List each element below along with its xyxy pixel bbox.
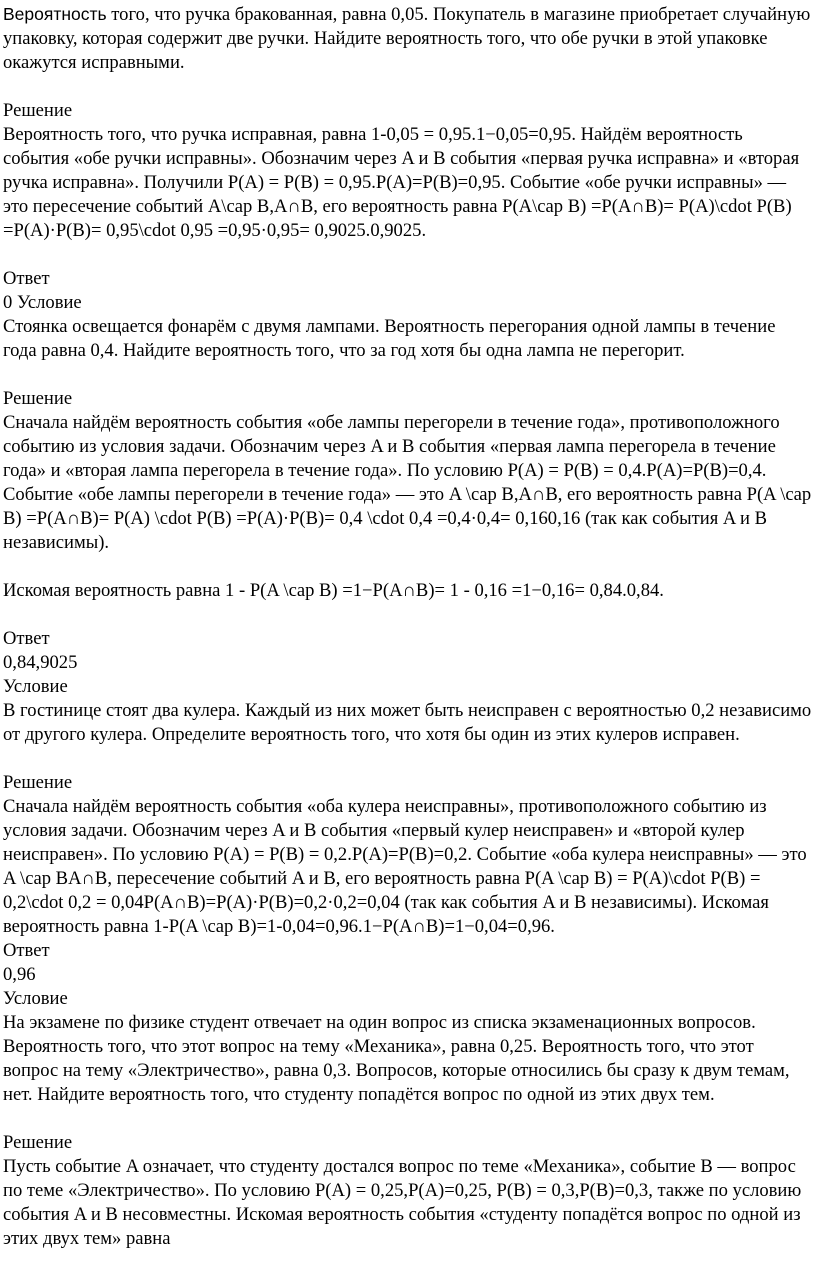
problem-1-first-word: Вероятность — [3, 4, 107, 24]
solution-4-heading: Решение — [3, 1132, 73, 1153]
spacer — [3, 603, 812, 627]
problem-2-condition: Стоянка освещается фонарём с двумя лампами. Вероятность перегорания одной лампы в течение года равна 0,4. Найдите вероятность того, что за год хотя бы одна лампа не перегорит. — [3, 316, 776, 361]
solution-4-text: Пусть событие A означает, что студенту достался вопрос по теме «Механика», событие B — вопрос по теме «Электричество». По условию P(A) = 0,25,P(A)=0,25, P(B) = 0,3,P(B)=0,3, также по условию события A и B несовместны. Искомая вероятность события «студенту попадётся вопрос по одной из этих двух тем» равна — [3, 1156, 802, 1249]
solution-1-text: Вероятность того, что ручка исправная, равна 1-0,05 = 0,95.1−0,05=0,95. Найдём вероятность события «обе ручки исправны». Обозначим через A и B события «первая ручка исправна» и «вторая ручка исправна». Получили P(A) = P(B) = 0,95.P(A)=P(B)=0,95. Событие «обе ручки исправны» — это пересечение событий A\cap B,A∩B, его вероятность равна P(A\cap B) =P(A∩B)= P(A)\cdot P(B) =P(A)·P(B)= 0,95\cdot 0,95 =0,95·0,95= 0,9025.0,9025. — [3, 124, 800, 241]
answer-3-heading: Ответ — [3, 940, 50, 961]
problem-3-condition: В гостинице стоят два кулера. Каждый из них может быть неисправен с вероятностью 0,2 независимо от другого кулера. Определите вероятность того, что хотя бы один из этих кулеров исправен. — [3, 700, 812, 745]
solution-3-heading: Решение — [3, 772, 73, 793]
answer-1-heading: Ответ — [3, 268, 50, 289]
spacer — [3, 75, 812, 99]
solution-3-text: Сначала найдём вероятность события «оба кулера неисправны», противоположного событию из условия задачи. Обозначим через A и B события «первый кулер неисправен» и «второй кулер неисправен». По условию P(A) = P(B) = 0,2.P(A)=P(B)=0,2. Событие «оба кулера неисправны» — это A \cap BA∩B, пересечение событий A и B, его вероятность равна P(A \cap B) = P(A)\cdot P(B) = 0,2\cdot 0,2 = 0,04P(A∩B)=P(A)·P(B)=0,2·0,2=0,04 (так как события A и B независимы). Искомая вероятность равна 1-P(A \cap B)=1-0,04=0,96.1−P(A∩B)=1−0,04=0,96. — [3, 796, 807, 937]
solution-2-text: Сначала найдём вероятность события «обе лампы перегорели в течение года», противоположного событию из условия задачи. Обозначим через A и B события «первая лампа перегорела в течение года» и «вторая лампа перегорела в течение года». По условию P(A) = P(B) = 0,4.P(A)=P(B)=0,4. Событие «обе лампы перегорели в течение года» — это A \cap B,A∩B, его вероятность равна P(A \cap B) =P(A∩B)= P(A) \cdot P(B) =P(A)·P(B)= 0,4 \cdot 0,4 =0,4·0,4= 0,160,16 (так как события A и B независимы). — [3, 412, 812, 553]
spacer — [3, 747, 812, 771]
solution-1-heading: Решение — [3, 100, 73, 121]
answer-3-value: 0,96 — [3, 964, 36, 985]
problem-1-text: того, что ручка бракованная, равна 0,05. Покупатель в магазине приобретает случайную упаковку, которая содержит две ручки. Найдите вероятность того, что обе ручки в этой упаковке окажутся исправными. — [3, 4, 811, 73]
spacer — [3, 363, 812, 387]
spacer — [3, 1107, 812, 1131]
answer-2-value: 0,84,9025 — [3, 652, 78, 673]
spacer — [3, 243, 812, 267]
problem-3-heading: Условие — [3, 676, 68, 697]
problem-1-condition — [3, 2, 812, 75]
solution-2-heading: Решение — [3, 388, 73, 409]
answer-1-line: 0 Условие — [3, 292, 82, 313]
solution-2-final: Искомая вероятность равна 1 - P(A \cap B) =1−P(A∩B)= 1 - 0,16 =1−0,16= 0,84.0,84. — [3, 580, 664, 601]
spacer — [3, 555, 812, 579]
problem-4-heading: Условие — [3, 988, 68, 1009]
problem-4-condition: На экзамене по физике студент отвечает на один вопрос из списка экзаменационных вопросов. Вероятность того, что этот вопрос на тему «Механика», равна 0,25. Вероятность того, что этот вопрос на тему «Электричество», равна 0,3. Вопросов, которые относились бы сразу к двум темам, нет. Найдите вероятность того, что студенту попадётся вопрос по одной из этих двух тем. — [3, 1012, 790, 1105]
answer-2-heading: Ответ — [3, 628, 50, 649]
